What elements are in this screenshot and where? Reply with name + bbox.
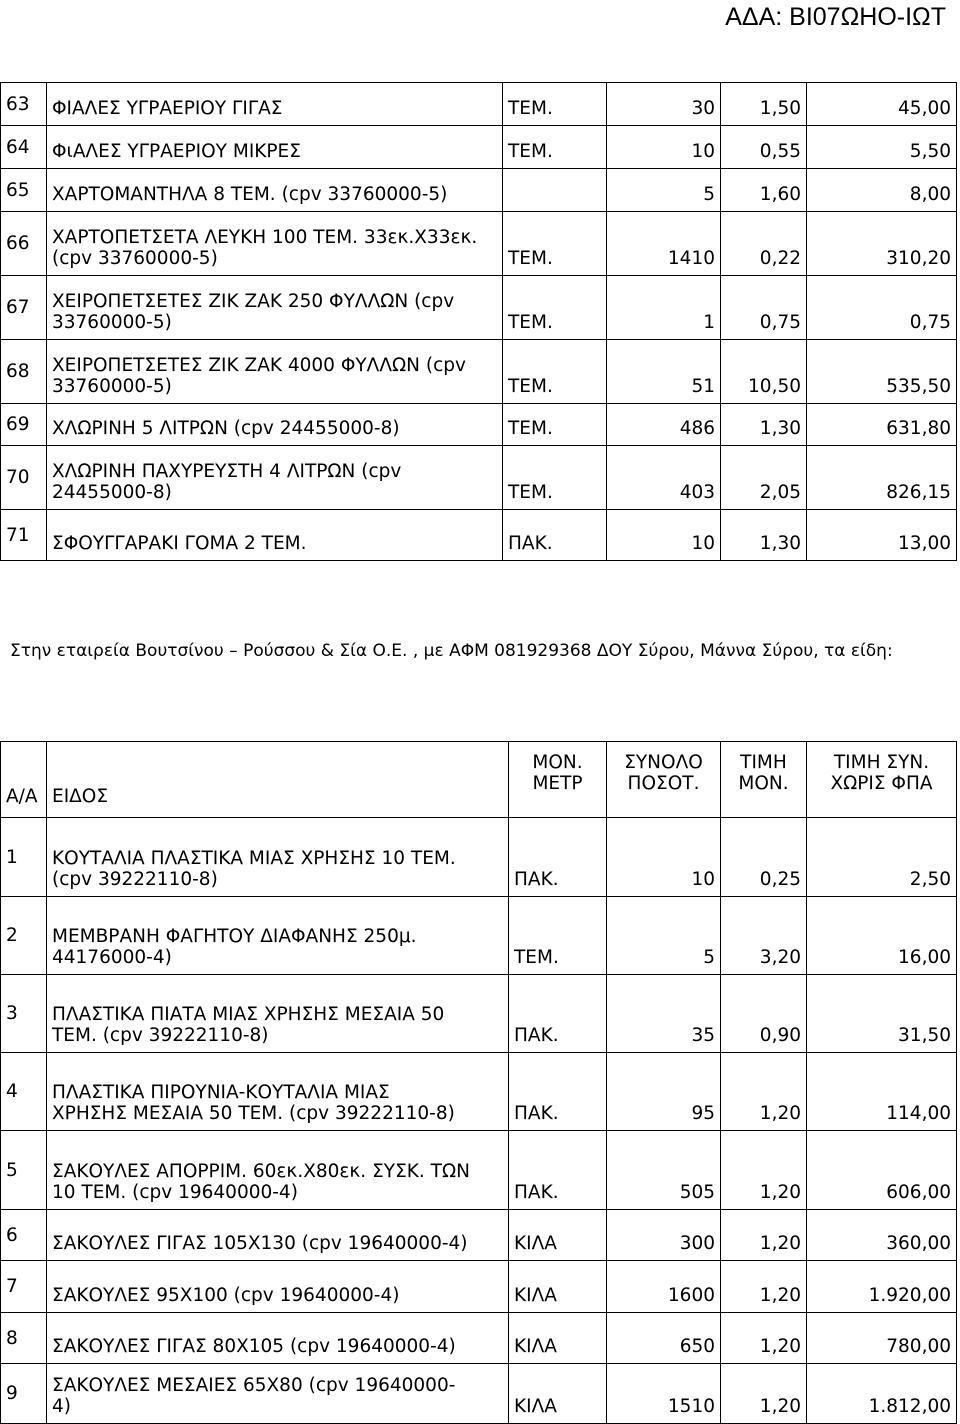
item-unit-price: 1,60 [721,169,807,212]
item-quantity: 5 [607,169,721,212]
item-unit: ΠΑΚ. [509,818,607,897]
item-unit: ΚΙΛΑ [509,1261,607,1313]
item-description: ΧΑΡΤΟΠΕΤΣΕΤΑ ΛΕΥΚΗ 100 ΤΕΜ. 33εκ.Χ33εκ. (cpv 33760000-5) [47,212,503,276]
item-unit-price: 1,20 [721,1053,807,1131]
item-total: 45,00 [807,83,957,126]
item-description: ΣΦΟΥΓΓΑΡΑΚΙ ΓΟΜΑ 2 ΤΕΜ. [47,510,503,561]
item-unit-price: 1,20 [721,1131,807,1210]
item-unit-price: 0,75 [721,276,807,340]
item-unit: ΚΙΛΑ [509,1313,607,1364]
item-total: 606,00 [807,1131,957,1210]
item-number: 69 [1,404,47,446]
item-total: 0,75 [807,276,957,340]
item-quantity: 10 [607,510,721,561]
table-row [1,1131,957,1210]
item-description: ΧΕΙΡΟΠΕΤΣΕΤΕΣ ΖΙΚ ΖΑΚ 4000 ΦΥΛΛΩΝ (cpv 33760000-5) [47,340,503,404]
item-unit-price: 1,20 [721,1210,807,1261]
item-number: 63 [1,83,47,126]
item-number: 70 [1,446,47,510]
item-total: 360,00 [807,1210,957,1261]
item-quantity: 95 [607,1053,721,1131]
item-unit: ΤΕΜ. [503,126,607,169]
item-quantity: 35 [607,975,721,1053]
header-no: Α/Α [1,742,47,818]
table-row [1,897,957,975]
item-unit-price: 2,05 [721,446,807,510]
table-row [1,510,957,561]
item-quantity: 1510 [607,1364,721,1424]
table-row [1,1364,957,1424]
item-number: 3 [1,975,47,1053]
item-quantity: 5 [607,897,721,975]
item-quantity: 30 [607,83,721,126]
item-unit [503,169,607,212]
item-unit: ΚΙΛΑ [509,1210,607,1261]
item-unit: ΤΕΜ. [503,446,607,510]
item-description: ΠΛΑΣΤΙΚΑ ΠΙΑΤΑ ΜΙΑΣ ΧΡΗΣΗΣ ΜΕΣΑΙΑ 50 ΤΕΜ. (cpv 39222110-8) [47,975,509,1053]
item-unit-price: 1,20 [721,1364,807,1424]
item-description: ΣΑΚΟΥΛΕΣ ΓΙΓΑΣ 80Χ105 (cpv 19640000-4) [47,1313,509,1364]
item-quantity: 1410 [607,212,721,276]
item-unit: ΠΑΚ. [509,975,607,1053]
item-total: 310,20 [807,212,957,276]
item-unit-price: 0,25 [721,818,807,897]
item-unit: ΠΑΚ. [509,1131,607,1210]
item-total: 16,00 [807,897,957,975]
item-number: 4 [1,1053,47,1131]
item-number: 6 [1,1210,47,1261]
item-number: 71 [1,510,47,561]
item-description: ΣΑΚΟΥΛΕΣ ΓΙΓΑΣ 105Χ130 (cpv 19640000-4) [47,1210,509,1261]
header-unit: ΜΟΝ. ΜΕΤΡ [509,742,607,818]
item-quantity: 1600 [607,1261,721,1313]
table-row [1,1313,957,1364]
item-unit-price: 1,20 [721,1261,807,1313]
item-description: ΣΑΚΟΥΛΕΣ ΑΠΟΡΡΙΜ. 60εκ.Χ80εκ. ΣΥΣΚ. ΤΩΝ 10 ΤΕΜ. (cpv 19640000-4) [47,1131,509,1210]
items-table-1 [0,82,957,561]
header-total: ΤΙΜΗ ΣΥΝ. ΧΩΡΙΣ ΦΠΑ [807,742,957,818]
items-table-2 [0,741,957,1424]
item-number: 7 [1,1261,47,1313]
item-description: ΣΑΚΟΥΛΕΣ ΜΕΣΑΙΕΣ 65Χ80 (cpv 19640000- 4) [47,1364,509,1424]
item-quantity: 300 [607,1210,721,1261]
item-number: 1 [1,818,47,897]
item-number: 64 [1,126,47,169]
item-quantity: 650 [607,1313,721,1364]
item-quantity: 486 [607,404,721,446]
table-row [1,276,957,340]
table-row [1,446,957,510]
item-unit-price: 10,50 [721,340,807,404]
item-total: 31,50 [807,975,957,1053]
item-unit: ΠΑΚ. [503,510,607,561]
header-price: ΤΙΜΗ ΜΟΝ. [721,742,807,818]
item-unit-price: 0,55 [721,126,807,169]
item-unit-price: 1,50 [721,83,807,126]
item-description: ΣΑΚΟΥΛΕΣ 95Χ100 (cpv 19640000-4) [47,1261,509,1313]
item-description: ΠΛΑΣΤΙΚΑ ΠΙΡΟΥΝΙΑ-ΚΟΥΤΑΛΙΑ ΜΙΑΣ ΧΡΗΣΗΣ ΜΕΣΑΙΑ 50 ΤΕΜ. (cpv 39222110-8) [47,1053,509,1131]
table-row [1,975,957,1053]
table-row [1,169,957,212]
ada-code: ΑΔΑ: ΒΙ07ΩΗΟ-ΙΩΤ [725,3,946,31]
table-row [1,212,957,276]
item-description: ΧΛΩΡΙΝΗ 5 ΛΙΤΡΩΝ (cpv 24455000-8) [47,404,503,446]
item-unit-price: 0,22 [721,212,807,276]
item-quantity: 51 [607,340,721,404]
item-unit: ΤΕΜ. [503,340,607,404]
item-total: 114,00 [807,1053,957,1131]
item-unit-price: 1,30 [721,404,807,446]
item-unit: ΤΕΜ. [503,404,607,446]
item-quantity: 403 [607,446,721,510]
item-description: ΧΛΩΡΙΝΗ ΠΑΧΥΡΕΥΣΤΗ 4 ΛΙΤΡΩΝ (cpv 24455000-8) [47,446,503,510]
item-total: 1.812,00 [807,1364,957,1424]
item-unit: ΤΕΜ. [503,212,607,276]
table-row [1,126,957,169]
item-total: 5,50 [807,126,957,169]
item-number: 5 [1,1131,47,1210]
table-row [1,404,957,446]
item-number: 68 [1,340,47,404]
item-unit-price: 3,20 [721,897,807,975]
item-number: 8 [1,1313,47,1364]
item-unit: ΚΙΛΑ [509,1364,607,1424]
table-row [1,1261,957,1313]
item-number: 9 [1,1364,47,1424]
item-quantity: 505 [607,1131,721,1210]
item-total: 826,15 [807,446,957,510]
item-quantity: 10 [607,818,721,897]
item-total: 631,80 [807,404,957,446]
item-unit: ΤΕΜ. [509,897,607,975]
supplier-paragraph: Στην εταιρεία Βουτσίνου – Ρούσσου & Σία Ο.Ε. , με ΑΦΜ 081929368 ΔΟΥ Σύρου, Μάννα Σύρου, τα είδη: [10,641,893,661]
item-number: 67 [1,276,47,340]
header-qty: ΣΥΝΟΛΟ ΠΟΣΟΤ. [607,742,721,818]
item-total: 2,50 [807,818,957,897]
item-unit-price: 1,20 [721,1313,807,1364]
item-total: 1.920,00 [807,1261,957,1313]
item-quantity: 1 [607,276,721,340]
header-desc: ΕΙΔΟΣ [47,742,509,818]
item-total: 8,00 [807,169,957,212]
item-unit: ΤΕΜ. [503,276,607,340]
table-row [1,1210,957,1261]
item-number: 66 [1,212,47,276]
item-description: ΦιΑΛΕΣ ΥΓΡΑΕΡΙΟΥ ΜΙΚΡΕΣ [47,126,503,169]
item-total: 780,00 [807,1313,957,1364]
table-row [1,340,957,404]
item-unit: ΤΕΜ. [503,83,607,126]
item-total: 535,50 [807,340,957,404]
item-description: ΦΙΑΛΕΣ ΥΓΡΑΕΡΙΟΥ ΓΙΓΑΣ [47,83,503,126]
table-row [1,83,957,126]
item-quantity: 10 [607,126,721,169]
table-row [1,1053,957,1131]
item-number: 2 [1,897,47,975]
table-row [1,818,957,897]
table-header-row [1,742,957,818]
item-description: ΜΕΜΒΡΑΝΗ ΦΑΓΗΤΟΥ ΔΙΑΦΑΝΗΣ 250μ. 44176000-4) [47,897,509,975]
item-description: ΧΕΙΡΟΠΕΤΣΕΤΕΣ ΖΙΚ ΖΑΚ 250 ΦΥΛΛΩΝ (cpv 33760000-5) [47,276,503,340]
item-number: 65 [1,169,47,212]
item-description: ΚΟΥΤΑΛΙΑ ΠΛΑΣΤΙΚΑ ΜΙΑΣ ΧΡΗΣΗΣ 10 ΤΕΜ. (cpv 39222110-8) [47,818,509,897]
item-unit-price: 1,30 [721,510,807,561]
item-description: ΧΑΡΤΟΜΑΝΤΗΛΑ 8 ΤΕΜ. (cpv 33760000-5) [47,169,503,212]
item-unit: ΠΑΚ. [509,1053,607,1131]
item-unit-price: 0,90 [721,975,807,1053]
item-total: 13,00 [807,510,957,561]
